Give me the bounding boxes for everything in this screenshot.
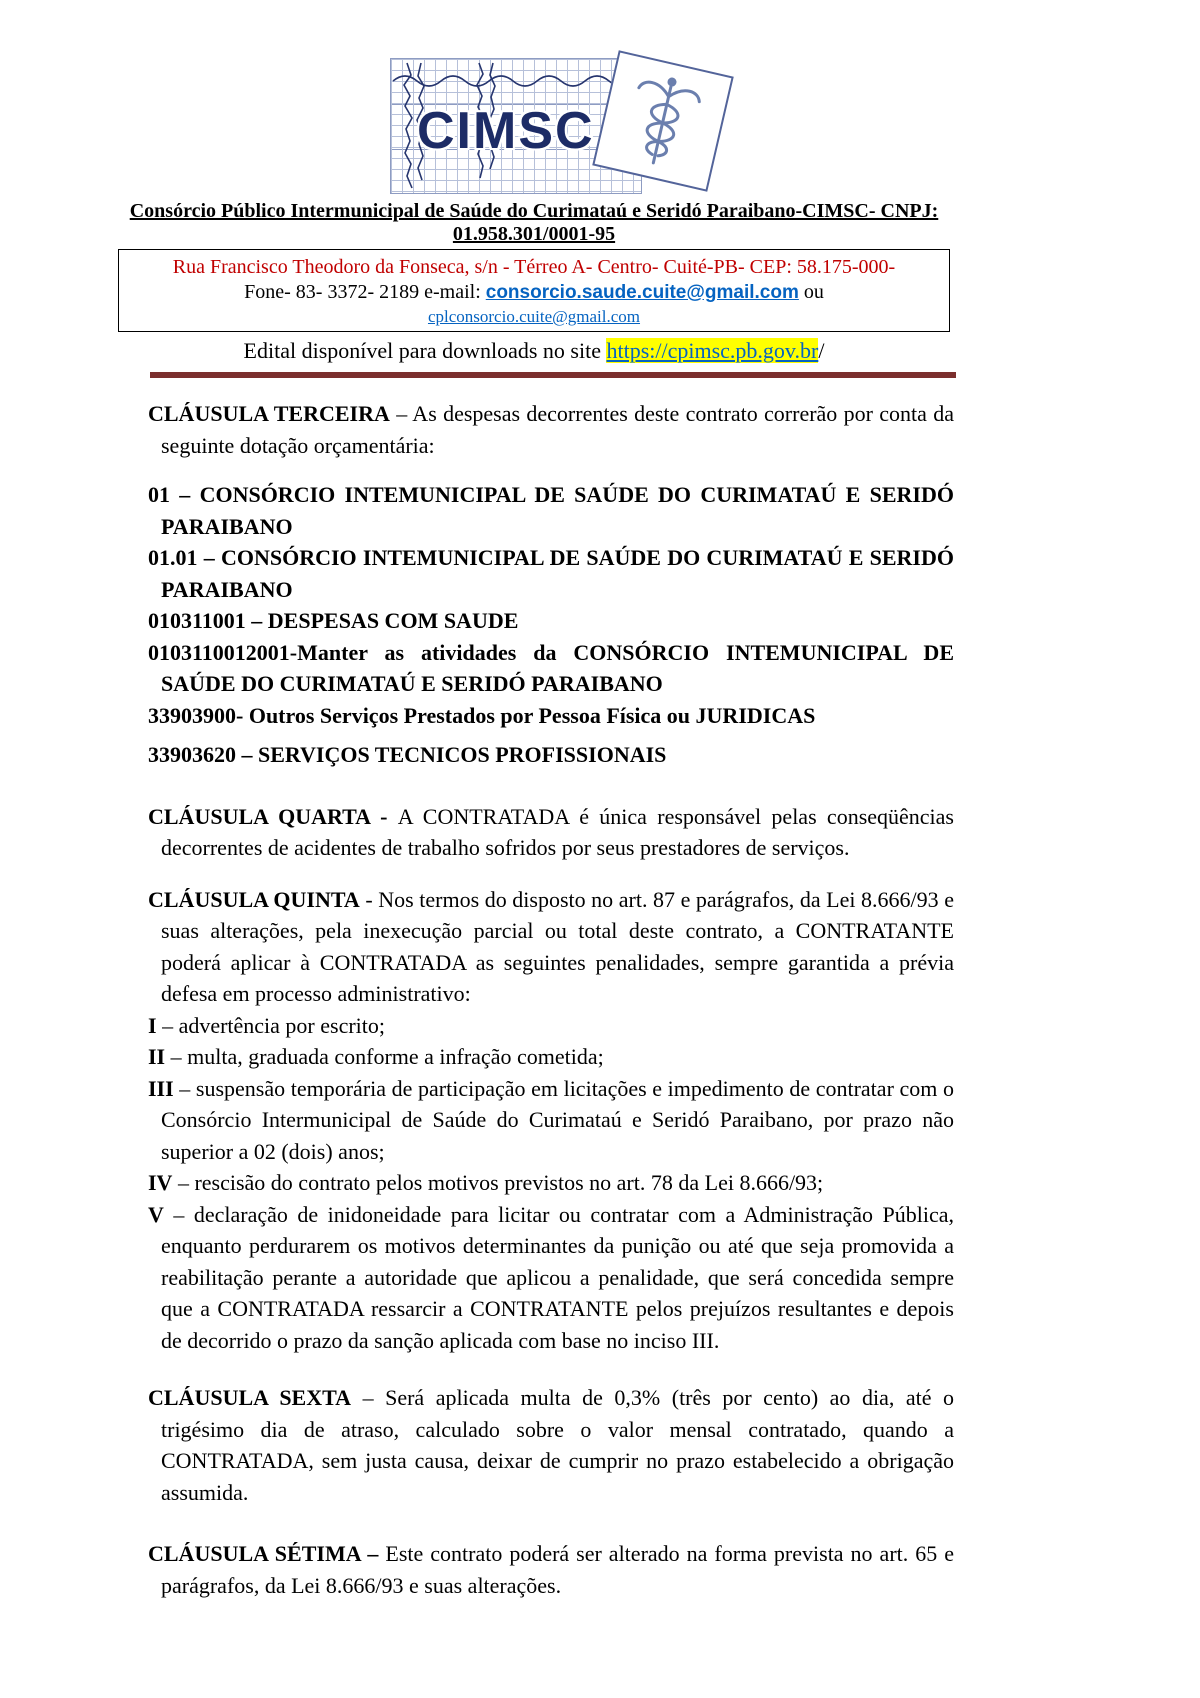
- clause-terceira-text: – As despesas decorrentes deste contrato correrão por conta da seguinte dotação orçamentária:: [161, 401, 955, 458]
- double-rule-divider: [150, 372, 956, 378]
- penalty-text: – declaração de inidoneidade para licitar ou contratar com a Administração Pública, enquanto perdurarem os motivos determinantes da punição ou até que seja promovida a reabilitação perante a autoridade que aplicou a penalidade, que será concedida sempre que a CONTRATADA ressarcir a CONTRATANTE pelos prejuízos resultantes e depois de decorrido o prazo da sanção aplicada com base no inciso III.: [161, 1201, 954, 1353]
- penalty-text: – multa, graduada conforme a infração cometida;: [165, 1044, 604, 1069]
- secondary-email-link[interactable]: cplconsorcio.cuite@gmail.com: [427, 307, 641, 326]
- clause-sexta-heading: CLÁUSULA SEXTA: [148, 1385, 352, 1410]
- penalty-numeral: I: [148, 1012, 157, 1038]
- cimsc-logo: [390, 58, 722, 194]
- phone-email-line: [127, 279, 941, 306]
- budget-line-1: 01 – CONSÓRCIO INTEMUNICIPAL DE SAÚDE DO CURIMATAÚ E SERIDÓ PARAIBANO: [148, 482, 954, 539]
- org-title-line2: 01.958.301/0001-95: [452, 223, 616, 245]
- clause-quinta-text: - Nos termos do disposto no art. 87 e parágrafos, da Lei 8.666/93 e suas alterações, pela inexecução parcial ou total deste contrato, a CONTRATANTE poderá aplicar à CONTRATADA as seguintes penalidades, sempre garantida a prévia defesa em processo administrativo:: [161, 886, 955, 1006]
- penalty-item-5: [148, 1199, 954, 1357]
- penalty-text: – suspensão temporária de participação em licitações e impedimento de contratar com o Consórcio Intermunicipal de Saúde do Curimataú e Seridó Paraibano, por prazo não superior a 02 (dois) anos;: [161, 1075, 954, 1164]
- penalty-item-3: [148, 1073, 954, 1168]
- org-title-block: [118, 200, 950, 246]
- edital-line: [118, 337, 950, 365]
- clause-terceira-heading: CLÁUSULA TERCEIRA: [148, 401, 390, 426]
- penalty-numeral: V: [148, 1201, 164, 1227]
- secondary-email-line: [127, 306, 941, 327]
- penalty-text: – advertência por escrito;: [156, 1012, 386, 1038]
- edital-prefix: Edital disponível para downloads no site: [243, 338, 607, 363]
- address-line: Rua Francisco Theodoro da Fonseca, s/n - Térreo A- Centro- Cuité-PB- CEP: 58.175-000-: [172, 256, 896, 278]
- primary-email-link[interactable]: consorcio.saude.cuite@gmail.com: [485, 282, 799, 303]
- caduceus-icon: [617, 65, 709, 177]
- penalty-item-1: [148, 1010, 954, 1042]
- edital-site-link[interactable]: https://cpimsc.pb.gov.br: [606, 338, 819, 363]
- budget-line-5: 33903900- Outros Serviços Prestados por Pessoa Física ou JURIDICAS: [148, 702, 816, 728]
- clause-setima-text: Este contrato poderá ser alterado na forma prevista no art. 65 e parágrafos, da Lei 8.666/93 e suas alterações.: [161, 1541, 955, 1598]
- budget-line-6: 33903620 – SERVIÇOS TECNICOS PROFISSIONAIS: [148, 742, 667, 767]
- budget-line-3: 010311001 – DESPESAS COM SAUDE: [148, 608, 519, 633]
- clause-setima: [148, 1538, 954, 1601]
- budget-line-4: 0103110012001-Manter as atividades da CONSÓRCIO INTEMUNICIPAL DE SAÚDE DO CURIMATAÚ E SERIDÓ PARAIBANO: [148, 639, 954, 696]
- penalty-numeral: III: [148, 1075, 174, 1101]
- clause-quinta-heading: CLÁUSULA QUINTA: [148, 886, 360, 912]
- clause-sexta: [148, 1382, 954, 1508]
- clause-quarta-heading: CLÁUSULA QUARTA -: [148, 803, 398, 829]
- clause-sexta-text: – Será aplicada multa de 0,3% (três por cento) ao dia, até o trigésimo dia de atraso, calculado sobre o valor mensal contratado, quando a CONTRATADA, sem justa causa, deixar de cumprir no prazo estabelecido a obrigação assumida.: [161, 1385, 954, 1505]
- org-title-line1: Consórcio Público Intermunicipal de Saúde do Curimataú e Seridó Paraibano-CIMSC- CNPJ:: [129, 200, 939, 222]
- penalty-item-2: [148, 1041, 954, 1073]
- contact-box: [118, 249, 950, 332]
- email-conjunction: ou: [798, 281, 824, 303]
- penalty-item-4: [148, 1167, 954, 1199]
- phone-email-prefix: Fone- 83- 3372- 2189 e-mail:: [244, 281, 486, 303]
- clause-quinta: [148, 884, 954, 1010]
- penalty-text: – rescisão do contrato pelos motivos previstos no art. 78 da Lei 8.666/93;: [172, 1170, 824, 1195]
- budget-line-2: 01.01 – CONSÓRCIO INTEMUNICIPAL DE SAÚDE DO CURIMATAÚ E SERIDÓ PARAIBANO: [148, 545, 954, 602]
- clause-terceira: [148, 398, 954, 461]
- clause-quarta-text: A CONTRATADA é única responsável pelas conseqüências decorrentes de acidentes de trabalho sofridos por seus prestadores de serviços.: [161, 803, 954, 860]
- clause-quarta: [148, 801, 954, 864]
- logo-text: CIMSC: [417, 102, 595, 160]
- letterhead: [0, 0, 1200, 378]
- contract-body: [148, 398, 954, 1601]
- edital-suffix: /: [818, 338, 825, 363]
- penalty-numeral: IV: [148, 1170, 173, 1195]
- clause-setima-heading: CLÁUSULA SÉTIMA –: [148, 1541, 386, 1566]
- penalty-numeral: II: [148, 1044, 166, 1069]
